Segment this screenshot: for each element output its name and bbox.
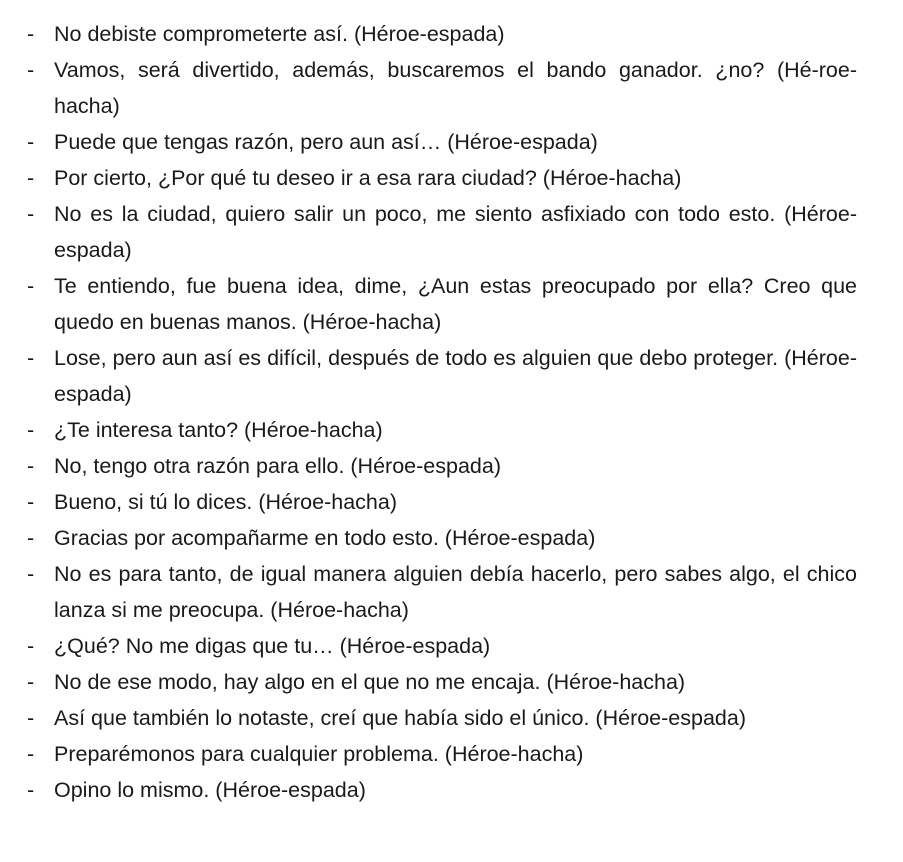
line-text: Preparémonos para cualquier problema. (Héroe-hacha) bbox=[54, 742, 584, 766]
bullet-dash: - bbox=[27, 778, 35, 802]
bullet-dash: - bbox=[27, 274, 35, 298]
bullet-dash: - bbox=[27, 526, 35, 550]
bullet-dash: - bbox=[27, 670, 35, 694]
dialogue-line bbox=[0, 124, 903, 160]
bullet-dash: - bbox=[27, 742, 35, 766]
line-text: Por cierto, ¿Por qué tu deseo ir a esa rara ciudad? (Héroe-hacha) bbox=[54, 166, 682, 190]
line-text: Bueno, si tú lo dices. (Héroe-hacha) bbox=[54, 490, 397, 514]
line-text: Te entiendo, fue buena idea, dime, ¿Aun estas preocupado por ella? Creo que quedo en buenas manos. (Héroe-hacha) bbox=[54, 274, 857, 334]
line-text: Puede que tengas razón, pero aun así… (Héroe-espada) bbox=[54, 130, 598, 154]
dialogue-line bbox=[0, 700, 903, 736]
dialogue-line bbox=[0, 448, 903, 484]
line-text: No debiste comprometerte así. (Héroe-espada) bbox=[54, 22, 505, 46]
line-text: Así que también lo notaste, creí que había sido el único. (Héroe-espada) bbox=[54, 706, 746, 730]
bullet-dash: - bbox=[27, 58, 35, 82]
bullet-dash: - bbox=[27, 706, 35, 730]
document-page bbox=[0, 16, 903, 808]
line-text: Opino lo mismo. (Héroe-espada) bbox=[54, 778, 366, 802]
dialogue-line bbox=[0, 160, 903, 196]
bullet-dash: - bbox=[27, 634, 35, 658]
bullet-dash: - bbox=[27, 130, 35, 154]
dialogue-line bbox=[0, 772, 903, 808]
bullet-dash: - bbox=[27, 562, 35, 586]
bullet-dash: - bbox=[27, 202, 35, 226]
line-text: Vamos, será divertido, además, buscaremos el bando ganador. ¿no? (Hé-roe-hacha) bbox=[54, 58, 857, 118]
dialogue-list bbox=[0, 16, 903, 808]
dialogue-line bbox=[0, 664, 903, 700]
bullet-dash: - bbox=[27, 418, 35, 442]
line-text: No es la ciudad, quiero salir un poco, me siento asfixiado con todo esto. (Héroe-espada) bbox=[54, 202, 857, 262]
dialogue-line bbox=[0, 520, 903, 556]
bullet-dash: - bbox=[27, 346, 35, 370]
line-text: Lose, pero aun así es difícil, después de todo es alguien que debo proteger. (Héroe-espada) bbox=[54, 346, 857, 406]
line-text: ¿Qué? No me digas que tu… (Héroe-espada) bbox=[54, 634, 491, 658]
dialogue-line bbox=[0, 484, 903, 520]
dialogue-line bbox=[0, 412, 903, 448]
dialogue-line bbox=[0, 340, 903, 412]
bullet-dash: - bbox=[27, 490, 35, 514]
line-text: No de ese modo, hay algo en el que no me encaja. (Héroe-hacha) bbox=[54, 670, 686, 694]
dialogue-line bbox=[0, 628, 903, 664]
dialogue-line bbox=[0, 736, 903, 772]
dialogue-line bbox=[0, 196, 903, 268]
dialogue-line bbox=[0, 268, 903, 340]
dialogue-line bbox=[0, 16, 903, 52]
bullet-dash: - bbox=[27, 454, 35, 478]
bullet-dash: - bbox=[27, 22, 35, 46]
line-text: No, tengo otra razón para ello. (Héroe-espada) bbox=[54, 454, 501, 478]
line-text: No es para tanto, de igual manera alguien debía hacerlo, pero sabes algo, el chico lanza si me preocupa. (Héroe-hacha) bbox=[54, 562, 857, 622]
bullet-dash: - bbox=[27, 166, 35, 190]
line-text: ¿Te interesa tanto? (Héroe-hacha) bbox=[54, 418, 383, 442]
dialogue-line bbox=[0, 556, 903, 628]
line-text: Gracias por acompañarme en todo esto. (Héroe-espada) bbox=[54, 526, 596, 550]
dialogue-line bbox=[0, 52, 903, 124]
